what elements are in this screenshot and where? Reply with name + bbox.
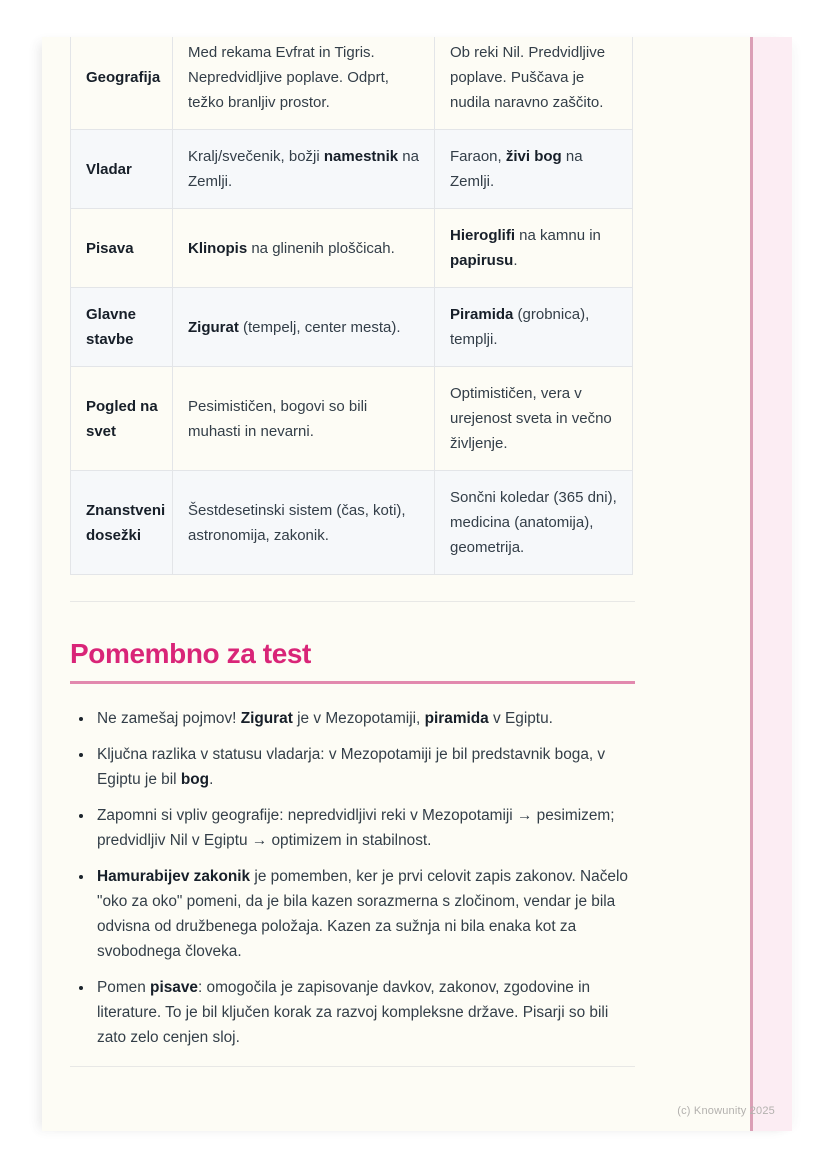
page-edge-stripe [750,37,792,1131]
text-segment: na Zemlji. [450,148,583,190]
row-label: Pisava [71,209,173,288]
bold-text: Piramida [450,306,514,323]
cell-mesopotamia [173,209,435,288]
text-segment: Zapomni si vpliv geografije: nepredvidljivi reki v Mezopotamiji → pesimizem; predvidljiv Nil v Egiptu → optimizem in stabilnost. [97,807,615,849]
row-label: Pogled na svet [71,367,173,471]
table-row [71,471,633,575]
text-segment: : omogočila je zapisovanje davkov, zakonov, zgodovine in literature. To je bil ključen korak za razvoj kompleksne države. Pisarji so bili zato zelo cenjen sloj. [97,979,609,1046]
text-segment: . [513,252,518,269]
note-item [94,975,636,1050]
text-segment: na Zemlji. [188,148,419,190]
note-item [94,742,636,792]
text-segment: Ključna razlika v statusu vladarja: v Mezopotamiji je bil predstavnik boga, v Egiptu je bil [97,746,606,788]
section-title: Pomembno za test [70,638,311,669]
text-segment: je pomemben, ker je prvi celovit zapis zakonov. Načelo "oko za oko" pomeni, da je bila kazen sorazmerna s zločinom, vendar je bila odvisna od družbenega položaja. Kazen za sužnja ni bila enaka kot za svobodnega človeka. [97,868,628,960]
bold-text: papirusu [450,252,514,269]
bold-text: pisave [150,979,198,996]
text-segment: Optimističen, vera v urejenost sveta in večno življenje. [450,385,612,452]
bold-text: namestnik [323,148,399,165]
text-segment: je v Mezopotamiji, [292,710,425,727]
note-item [94,864,636,964]
section-divider-top [70,601,635,602]
row-label: Znanstveni dosežki [71,471,173,575]
cell-mesopotamia [173,288,435,367]
section-divider-bottom [70,1066,635,1067]
bold-text: živi bog [505,148,562,165]
cell-egypt [435,367,633,471]
bold-text: Hamurabijev zakonik [97,868,251,885]
bold-text: Zigurat [188,318,239,336]
cell-egypt [435,288,633,367]
text-segment: . [209,771,214,788]
comparison-table [70,37,633,575]
cell-egypt [435,471,633,575]
text-segment: (grobnica), templji. [450,306,590,348]
text-segment: Pomen [97,979,151,996]
text-segment: Sončni koledar (365 dni), medicina (anatomija), geometrija. [450,489,617,556]
bold-text: Klinopis [188,239,248,257]
bold-text: piramida [424,710,489,727]
document-page [42,37,792,1131]
text-segment: Ob reki Nil. Predvidljive poplave. Puščava je nudila naravno zaščito. [450,44,606,111]
row-label: Vladar [71,130,173,209]
title-underline [70,681,635,684]
text-segment: Faraon, [450,148,506,165]
note-item [94,803,636,853]
cell-mesopotamia [173,367,435,471]
table-row [71,130,633,209]
cell-mesopotamia [173,471,435,575]
table-row [71,367,633,471]
cell-mesopotamia [173,37,435,130]
text-segment: (tempelj, center mesta). [238,318,401,336]
bold-text: Zigurat [240,710,293,727]
note-item [94,706,636,731]
text-segment: v Egiptu. [488,710,553,727]
bold-text: bog [180,771,210,788]
text-segment: Ne zamešaj pojmov! [97,710,241,727]
row-label: Geografija [71,37,173,130]
cell-egypt [435,130,633,209]
text-segment: Med rekama Evfrat in Tigris. Nepredvidljive poplave. Odprt, težko branljiv prostor. [188,44,389,111]
table-row [71,37,633,130]
text-segment: na kamnu in [515,227,601,244]
cell-mesopotamia [173,130,435,209]
text-segment: na glinenih ploščicah. [247,239,395,257]
cell-egypt [435,209,633,288]
page-content [70,37,636,1067]
text-segment: Šestdesetinski sistem (čas, koti), astronomija, zakonik. [188,501,406,544]
row-label: Glavne stavbe [71,288,173,367]
text-segment: Kralj/svečenik, božji [188,148,324,165]
table-row [71,288,633,367]
text-segment: Pesimističen, bogovi so bili muhasti in nevarni. [188,397,368,440]
table-row [71,209,633,288]
cell-egypt [435,37,633,130]
bold-text: Hieroglifi [450,227,516,244]
test-notes-list [70,706,636,1050]
copyright-text: (c) Knowunity 2025 [677,1105,775,1117]
